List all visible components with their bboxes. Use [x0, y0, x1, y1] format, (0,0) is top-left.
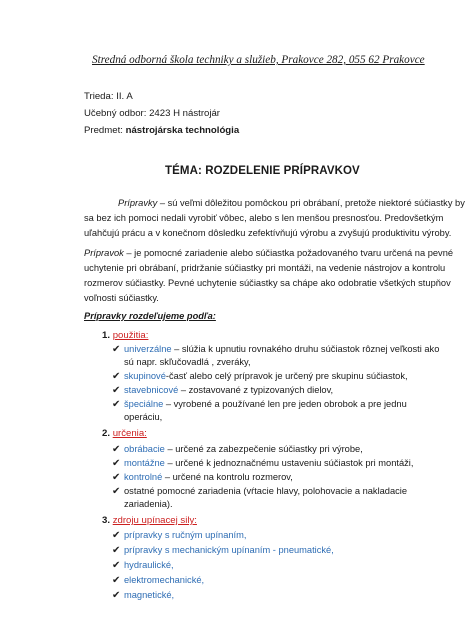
predmet-label: Predmet: — [84, 125, 123, 136]
check-icon: ✔ — [112, 344, 121, 355]
trieda-label: Trieda: — [84, 91, 114, 102]
check-icon: ✔ — [112, 371, 121, 382]
list-item: ✔ stavebnicové – zostavované z typizovaných dielov, — [112, 385, 334, 396]
list-item-continuation: zariadenia). — [124, 499, 173, 509]
section-3-heading — [102, 515, 197, 526]
list-item: ✔ špeciálne – vyrobené a používané len pre jeden obrobok a pre jednu — [112, 399, 407, 410]
section-number: 3. — [102, 515, 111, 526]
list-item: ✔ montážne – určené k jednoznačnému ustaveniu súčiastok pri montáži, — [112, 458, 414, 469]
school-header: Stredná odborná škola techniky a služieb, Prakovce 282, 055 62 Prakovce — [92, 54, 425, 66]
check-icon: ✔ — [112, 590, 121, 601]
odbor-value: 2423 H nástrojár — [149, 108, 221, 119]
intro-term: Prípravky — [118, 198, 158, 208]
check-icon: ✔ — [112, 458, 121, 469]
info-trieda — [84, 91, 133, 102]
section-number: 1. — [102, 330, 111, 341]
section-title: určenia: — [112, 428, 147, 439]
check-icon: ✔ — [112, 545, 121, 556]
check-icon: ✔ — [112, 385, 121, 396]
check-icon: ✔ — [112, 530, 121, 541]
list-item: ✔ skupinové-časť alebo celý prípravok je určený pre skupinu súčiastok, — [112, 371, 408, 382]
definition-line-1: Prípravok – je pomocné zariadenie alebo súčiastka požadovaného tvaru určená na pevné — [84, 248, 454, 258]
tema-value: ROZDELENIE PRÍPRAVKOV — [205, 165, 360, 177]
definition-term: Prípravok — [84, 248, 124, 258]
intro-line-3: uľahčujú prácu a v konečnom dôsledku zefektívňujú výrobu a zvyšujú produktivitu výroby. — [84, 228, 452, 238]
list-item: ✔ ostatné pomocné zariadenia (vŕtacie hlavy, polohovacie a nakladacie — [112, 486, 408, 497]
list-item: ✔ hydraulické, — [112, 560, 174, 571]
check-icon: ✔ — [112, 560, 121, 571]
section-2-heading — [102, 428, 147, 439]
intro-line-1: Prípravky – sú veľmi dôležitou pomôckou pri obrábaní, pretože niektoré súčiastky by — [118, 198, 465, 208]
predmet-value: nástrojárska technológia — [125, 125, 240, 136]
section-title: zdroju upínacej sily: — [112, 515, 197, 526]
info-predmet — [84, 125, 239, 136]
check-icon: ✔ — [112, 472, 121, 483]
section-1-heading — [102, 330, 148, 341]
definition-line-4: voľnosti súčiastky. — [84, 293, 159, 303]
division-title: Prípravky rozdeľujeme podľa: — [84, 311, 216, 321]
check-icon: ✔ — [112, 399, 121, 410]
check-icon: ✔ — [112, 575, 121, 586]
check-icon: ✔ — [112, 444, 121, 455]
check-icon: ✔ — [112, 486, 121, 497]
definition-line-3: rozmerov súčiastky. Pevné uchytenie súčiastky sa chápe ako odobratie všetkých stupňov — [84, 278, 451, 288]
list-item: ✔ univerzálne – slúžia k upnutiu rovnakého druhu súčiastok rôznej veľkosti ako — [112, 344, 440, 355]
tema-heading — [165, 165, 360, 177]
list-item: ✔ magnetické, — [112, 590, 175, 601]
list-item-continuation: sú napr. skľučovadlá , zveráky, — [124, 357, 251, 367]
list-item: ✔ elektromechanické, — [112, 575, 205, 586]
tema-label: TÉMA: — [165, 165, 202, 177]
list-item: ✔ obrábacie – určené za zabezpečenie súčiastky pri výrobe, — [112, 444, 363, 455]
section-number: 2. — [102, 428, 111, 439]
list-item-continuation: operáciu, — [124, 412, 163, 422]
list-item: ✔ prípravky s ručným upínaním, — [112, 530, 247, 541]
trieda-value: II. A — [116, 91, 133, 102]
list-item: ✔ prípravky s mechanickým upínaním - pneumatické, — [112, 545, 334, 556]
definition-line-2: uchytenie pri obrábaní, pridržanie súčiastky pri montáži, na vedenie nástrojov a kontrolu — [84, 263, 446, 273]
intro-line-2: sa bez ich pomoci nedali vyrobiť vôbec, alebo s len menšou presnosťou. Predovšetkým — [84, 213, 444, 223]
info-odbor — [84, 108, 220, 119]
section-title: použitia: — [112, 330, 149, 341]
list-item: ✔ kontrolné – určené na kontrolu rozmerov, — [112, 472, 293, 483]
odbor-label: Učebný odbor: — [84, 108, 147, 119]
